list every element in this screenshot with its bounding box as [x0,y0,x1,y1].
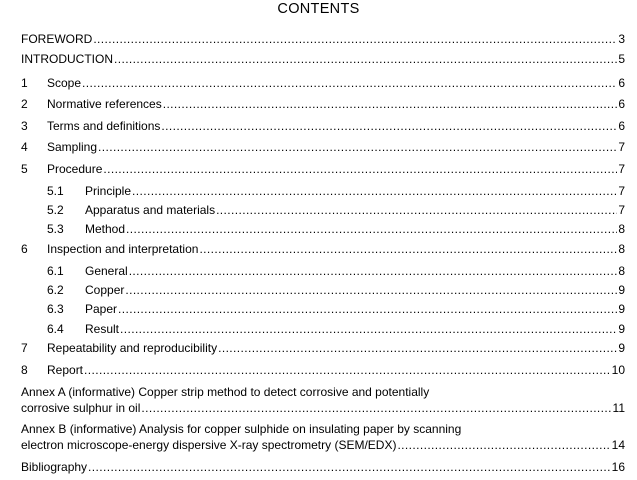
toc-entry-procedure[interactable] [21,162,625,176]
toc-label: Method [85,222,126,236]
toc-leader [98,140,617,154]
toc-label: corrosive sulphur in oil [21,401,141,415]
toc-label: Procedure [47,162,103,176]
toc-entry-annex-b[interactable] [21,438,625,452]
toc-section-number: 8 [21,363,28,377]
toc-page-number: 11 [612,401,625,415]
toc-entry-sampling[interactable] [21,140,625,154]
toc-section-number: 5.3 [47,222,64,236]
toc-leader [84,363,611,377]
toc-leader [163,97,618,111]
toc-section-number: 6.2 [47,283,64,297]
toc-leader [141,401,611,415]
toc-label: Principle [85,184,132,198]
toc-entry-foreword[interactable] [21,32,625,46]
toc-label: Result [85,322,120,336]
toc-page-number: 3 [618,32,625,46]
toc-label: Scope [47,76,82,90]
toc-page-number: 5 [618,52,625,66]
toc-entry-inspection-and-interpretation[interactable] [21,242,625,256]
toc-leader [93,32,617,46]
toc-leader [88,460,611,474]
toc-label: INTRODUCTION [21,52,113,66]
toc-label: electron microscope-energy dispersive X-ray spectrometry (SEM/EDX) [21,438,397,452]
toc-entry-terms-and-definitions[interactable] [21,119,625,133]
toc-label: General [85,264,128,278]
toc-entry-apparatus-and-materials[interactable] [47,203,625,217]
toc-label: Repeatability and reproducibility [47,341,218,355]
toc-page-number: 6 [618,119,625,133]
toc-label: Bibliography [21,460,88,474]
toc-page-number: 10 [611,363,625,377]
page-title: CONTENTS [277,1,360,17]
toc-entry-bibliography[interactable] [21,460,625,474]
toc-page-number: 8 [618,242,625,256]
toc-entry-report[interactable] [21,363,625,377]
toc-leader [120,322,617,336]
toc-page-number: 6 [618,97,625,111]
toc-annex-b-title-line[interactable]: Annex B (informative) Analysis for copper sulphide on insulating paper by scanning [21,422,462,436]
toc-page-number: 9 [618,283,625,297]
toc-page-number: 6 [618,76,625,90]
toc-leader [82,76,617,90]
toc-section-number: 5.1 [47,184,64,198]
toc-label: Sampling [47,140,98,154]
toc-section-number: 6.4 [47,322,64,336]
toc-page-number: 8 [618,222,625,236]
toc-section-number: 1 [21,76,28,90]
toc-label: FOREWORD [21,32,93,46]
toc-label: Report [47,363,84,377]
toc-page-number: 16 [611,460,625,474]
toc-section-number: 5.2 [47,203,64,217]
toc-leader [218,341,617,355]
toc-leader [125,283,617,297]
toc-section-number: 5 [21,162,28,176]
toc-section-number: 7 [21,341,28,355]
toc-page-number: 7 [618,203,625,217]
toc-section-number: 6.3 [47,302,64,316]
toc-page-number: 9 [618,341,625,355]
toc-section-number: 4 [21,140,28,154]
toc-label: Terms and definitions [47,119,161,133]
toc-page-number: 7 [618,162,625,176]
toc-label: Normative references [47,97,162,111]
toc-section-number: 3 [21,119,28,133]
toc-page-number: 8 [618,264,625,278]
toc-entry-normative-references[interactable] [21,97,625,111]
toc-section-number: 2 [21,97,28,111]
toc-page-number: 9 [618,322,625,336]
toc-leader [118,302,617,316]
toc-leader [132,184,617,198]
toc-entry-copper[interactable] [47,283,625,297]
toc-label: Copper [85,283,125,297]
toc-leader [129,264,618,278]
toc-page-number: 7 [618,184,625,198]
toc-leader [216,203,617,217]
toc-label: Paper [85,302,118,316]
toc-page-number: 14 [611,438,625,452]
toc-leader [126,222,617,236]
toc-leader [103,162,617,176]
toc-section-number: 6.1 [47,264,64,278]
toc-entry-method[interactable] [47,222,625,236]
toc-leader [114,52,617,66]
toc-entry-result[interactable] [47,322,625,336]
toc-entry-general[interactable] [47,264,625,278]
toc-entry-paper[interactable] [47,302,625,316]
toc-page-number: 7 [618,140,625,154]
toc-annex-a-title-line[interactable]: Annex A (informative) Copper strip method to detect corrosive and potentially [21,385,430,399]
toc-leader [161,119,617,133]
toc-leader [199,242,617,256]
toc-label: Apparatus and materials [85,203,216,217]
toc-label: Inspection and interpretation [47,242,199,256]
toc-section-number: 6 [21,242,28,256]
toc-entry-repeatability-and-reproducibility[interactable] [21,341,625,355]
toc-entry-annex-a[interactable] [21,401,625,415]
toc-page-number: 9 [618,302,625,316]
toc-entry-principle[interactable] [47,184,625,198]
toc-entry-introduction[interactable] [21,52,625,66]
toc-entry-scope[interactable] [21,76,625,90]
toc-leader [397,438,610,452]
